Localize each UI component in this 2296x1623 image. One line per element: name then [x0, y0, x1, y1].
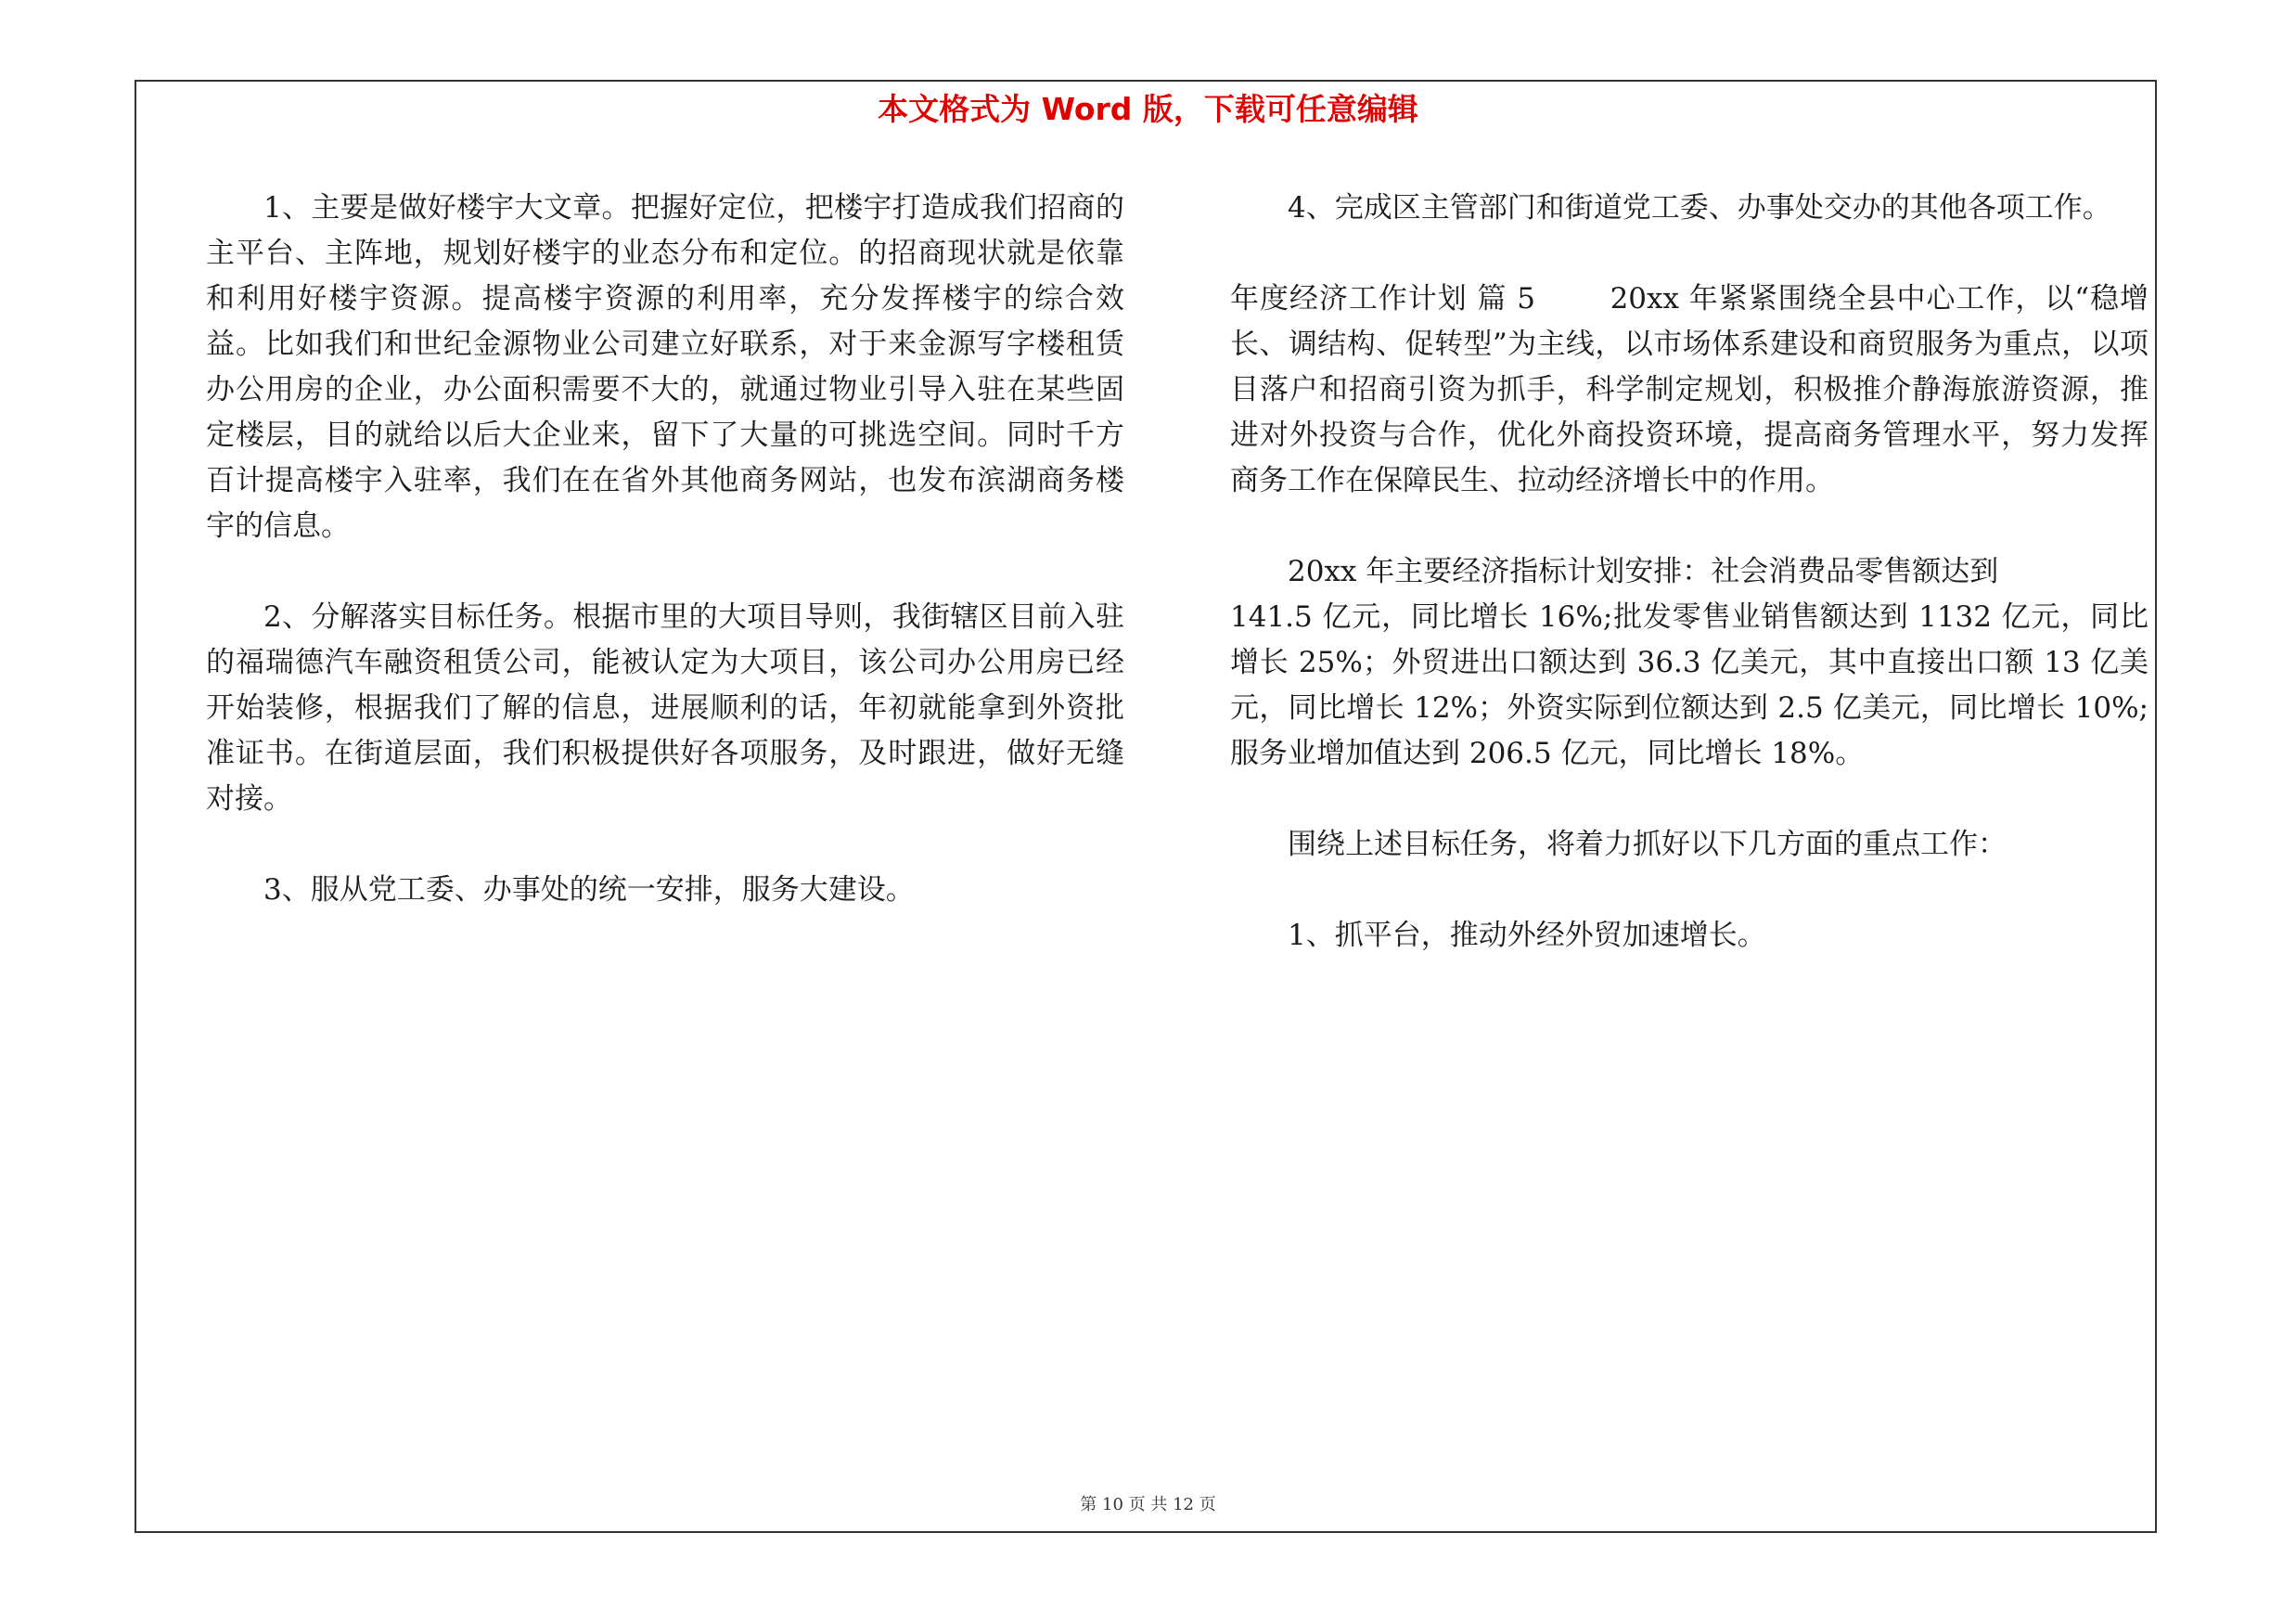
paragraph-task-breakdown: 2、分解落实目标任务。根据市里的大项目导则，我街辖区目前入驻的福瑞德汽车融资租赁公司，能被认定为大项目，该公司办公用房已经开始装修，根据我们了解的信息，进展顺利的话，年初就能拿到外资批准证书。在街道层面，我们积极提供好各项服务，及时跟进，做好无缝对接。	[206, 600, 1124, 816]
section-heading-line	[1230, 277, 2148, 504]
paragraph-indicators-lead: 20xx 年主要经济指标计划安排：社会消费品零售额达到	[1288, 555, 1999, 588]
paragraph-service-construction: 3、服从党工委、办事处的统一安排，服务大建设。	[263, 873, 915, 907]
right-column	[1230, 186, 2148, 1004]
left-column	[206, 186, 1124, 959]
format-banner: 本文格式为 Word 版，下载可任意编辑	[878, 91, 1418, 127]
paragraph-building-strategy: 1、主要是做好楼宇大文章。把握好定位，把楼宇打造成我们招商的主平台、主阵地，规划好楼宇的业态分布和定位。的招商现状就是依靠和利用好楼宇资源。提高楼宇资源的利用率，充分发挥楼宇的综合效益。比如我们和世纪金源物业公司建立好联系，对于来金源写字楼租赁办公用房的企业，办公面积需要不大的，就通过物业引导入驻在某些固定楼层，目的就给以后大企业来，留下了大量的可挑选空间。同时千方百计提高楼宇入驻率，我们在在省外其他商务网站，也发布滨湖商务楼宇的信息。	[206, 191, 1124, 543]
paragraph-other-tasks: 4、完成区主管部门和街道党工委、办事处交办的其他各项工作。	[1288, 191, 2111, 225]
section-intro: 20xx 年紧紧围绕全县中心工作，以“稳增长、调结构、促转型”为主线，以市场体系建设和商贸服务为重点，以项目落户和招商引资为抓手，科学制定规划，积极推介静海旅游资源，推进对外投资与合作，优化外商投资环境，提高商务管理水平，努力发挥商务工作在保障民生、拉动经济增长中的作用。	[1230, 282, 2148, 497]
page-number: 第 10 页 共 12 页	[1080, 1495, 1216, 1514]
paragraph-focus-item-1: 1、抓平台，推动外经外贸加速增长。	[1288, 919, 1766, 952]
section-title: 年度经济工作计划 篇 5	[1230, 282, 1535, 316]
paragraph-focus-intro: 围绕上述目标任务，将着力抓好以下几方面的重点工作：	[1288, 828, 2007, 861]
paragraph-indicators-body: 141.5 亿元，同比增长 16%;批发零售业销售额达到 1132 亿元，同比增长 25%；外贸进出口额达到 36.3 亿美元，其中直接出口额 13 亿美元，同比增长 12%；外资实际到位额达到 2.5 亿美元，同比增长 10%;服务业增加值达到 206.5 亿元，同比增长 18%。	[1230, 600, 2148, 770]
